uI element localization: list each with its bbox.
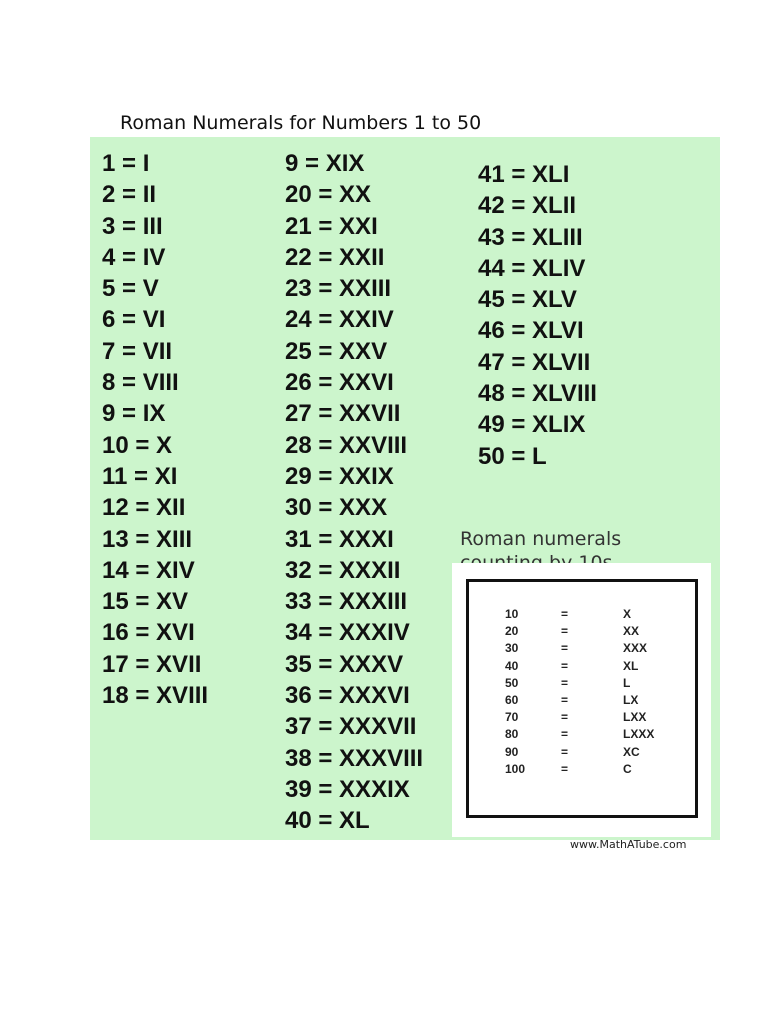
tens-row: 30 = XXX bbox=[505, 641, 648, 656]
numeral-item: 18 = XVIII bbox=[102, 682, 209, 710]
numeral-item: 23 = XXIII bbox=[285, 275, 392, 303]
tens-equals: = bbox=[561, 710, 569, 725]
tens-number: 40 bbox=[505, 658, 519, 673]
tens-title: Roman numerals bbox=[460, 528, 622, 550]
numeral-item: 3 = III bbox=[102, 212, 163, 240]
tens-number: 30 bbox=[505, 641, 519, 656]
numerals-column-2 bbox=[285, 148, 423, 837]
numeral-item: 36 = XXXVI bbox=[285, 682, 410, 710]
numeral-item: 39 = XXXIX bbox=[285, 775, 410, 803]
numeral-item: 11 = XI bbox=[102, 462, 178, 490]
numeral-item: 12 = XII bbox=[102, 494, 186, 522]
tens-table bbox=[466, 579, 698, 818]
tens-row: 50 = L bbox=[505, 675, 631, 690]
tens-equals: = bbox=[561, 693, 569, 707]
numeral-item: 15 = XV bbox=[102, 588, 189, 616]
tens-row: 60 = LX bbox=[505, 693, 639, 707]
numeral-item: 8 = VIII bbox=[102, 369, 179, 397]
numeral-item: 45 = XLV bbox=[478, 286, 577, 314]
numeral-item: 48 = XLVIII bbox=[478, 380, 597, 408]
numeral-item: 6 = VI bbox=[102, 306, 166, 334]
numeral-item: 17 = XVII bbox=[102, 650, 202, 678]
tens-equals: = bbox=[561, 744, 569, 759]
numeral-item: 4 = IV bbox=[102, 243, 166, 271]
numeral-item: 33 = XXXIII bbox=[285, 588, 408, 616]
numeral-item: 9 = IX bbox=[102, 400, 166, 428]
numeral-item: 28 = XXVIII bbox=[285, 431, 408, 459]
tens-number: 60 bbox=[505, 693, 519, 707]
numeral-item: 2 = II bbox=[102, 181, 157, 209]
numeral-item: 34 = XXXIV bbox=[285, 619, 410, 647]
numeral-item: 1 = I bbox=[102, 150, 150, 177]
tens-equals: = bbox=[561, 641, 569, 656]
numeral-item: 50 = L bbox=[478, 442, 547, 470]
tens-row: 40 = XL bbox=[505, 658, 639, 673]
tens-number: 50 bbox=[505, 675, 519, 690]
tens-row: 90 = XC bbox=[505, 744, 640, 759]
tens-equals: = bbox=[561, 607, 569, 621]
numeral-item: 29 = XXIX bbox=[285, 462, 394, 490]
tens-row: 10 = X bbox=[505, 607, 632, 621]
tens-number: 70 bbox=[505, 710, 519, 725]
tens-number: 80 bbox=[505, 727, 519, 742]
numeral-item: 42 = XLII bbox=[478, 192, 577, 220]
tens-number: 90 bbox=[505, 744, 519, 759]
tens-equals: = bbox=[561, 761, 569, 776]
tens-number: 100 bbox=[505, 761, 526, 776]
tens-row: 100 = C bbox=[505, 761, 632, 776]
numeral-item: 41 = XLI bbox=[478, 161, 570, 188]
numeral-item: 27 = XXVII bbox=[285, 400, 401, 428]
footer-url: www.MathATube.com bbox=[570, 838, 687, 851]
numeral-item: 44 = XLIV bbox=[478, 254, 586, 282]
tens-row: 70 = LXX bbox=[505, 710, 647, 725]
numeral-item: 35 = XXXV bbox=[285, 650, 404, 678]
numeral-item: 30 = XXX bbox=[285, 494, 388, 522]
numeral-item: 24 = XXIV bbox=[285, 306, 394, 334]
numeral-item: 49 = XLIX bbox=[478, 411, 586, 439]
numeral-item: 46 = XLVI bbox=[478, 317, 584, 345]
numeral-item: 37 = XXXVII bbox=[285, 713, 417, 741]
numeral-item: 10 = X bbox=[102, 431, 173, 459]
numerals-column-3 bbox=[478, 159, 597, 472]
numeral-item: 20 = XX bbox=[285, 181, 372, 209]
numeral-item: 22 = XXII bbox=[285, 243, 385, 271]
numeral-item: 7 = VII bbox=[102, 337, 173, 365]
numeral-item: 47 = XLVII bbox=[478, 348, 591, 376]
numeral-item: 31 = XXXI bbox=[285, 525, 394, 553]
numeral-item: 9 = XIX bbox=[285, 150, 365, 177]
numeral-item: 5 = V bbox=[102, 275, 159, 303]
tens-number: 10 bbox=[505, 607, 519, 621]
tens-row: 80 = LXXX bbox=[505, 727, 655, 742]
numeral-item: 43 = XLIII bbox=[478, 223, 583, 251]
tens-equals: = bbox=[561, 658, 569, 673]
tens-equals: = bbox=[561, 727, 569, 742]
tens-equals: = bbox=[561, 675, 569, 690]
tens-equals: = bbox=[561, 624, 569, 639]
numerals-column-1 bbox=[102, 148, 208, 711]
numeral-item: 26 = XXVI bbox=[285, 369, 394, 397]
numeral-item: 25 = XXV bbox=[285, 337, 388, 365]
numeral-item: 40 = XL bbox=[285, 807, 370, 835]
numeral-item: 21 = XXI bbox=[285, 212, 378, 240]
numeral-item: 32 = XXXII bbox=[285, 556, 401, 584]
numeral-item: 38 = XXXVIII bbox=[285, 744, 424, 772]
tens-number: 20 bbox=[505, 624, 519, 639]
numeral-item: 16 = XVI bbox=[102, 619, 195, 647]
numeral-item: 14 = XIV bbox=[102, 556, 195, 584]
tens-row: 20 = XX bbox=[505, 624, 640, 639]
numeral-item: 13 = XIII bbox=[102, 525, 193, 553]
page-title: Roman Numerals for Numbers 1 to 50 bbox=[120, 112, 482, 134]
